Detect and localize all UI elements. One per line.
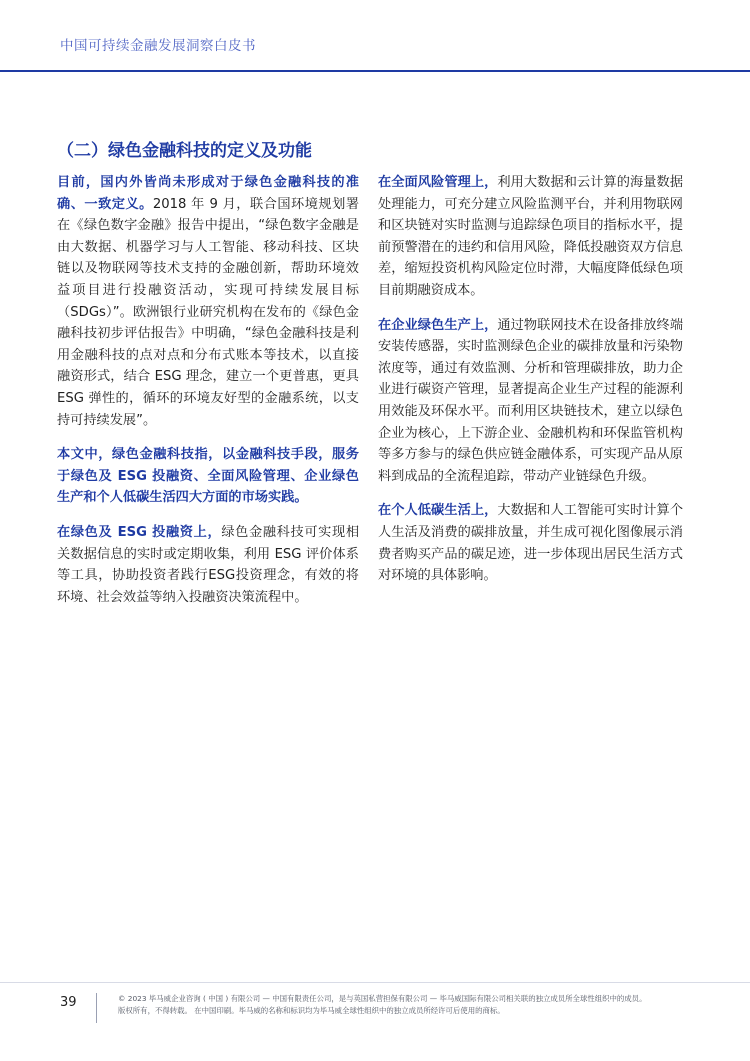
section-title: （二）绿色金融科技的定义及功能 bbox=[57, 141, 312, 161]
paragraph-lead: 目前，国内外皆尚未形成对于绿色金融科技的准确、一致定义。 bbox=[57, 175, 359, 212]
paragraph-body: 利用大数据和云计算的海量数据处理能力，可充分建立风险监测平台，并利用物联网和区块链对实时监测与追踪绿色项目的指标水平，提前预警潜在的违约和信用风险，降低投融资双方信息差，缩短投资机构风险定位时滞，大幅度降低绿色项目前期融资成本。 bbox=[378, 175, 684, 298]
paragraph-body: 大数据和人工智能可实时计算个人生活及消费的碳排放量，并生成可视化图像展示消费者购买产品的碳足迹，进一步体现出居民生活方式对环境的具体影响。 bbox=[378, 503, 684, 584]
paragraph-scope: 本文中，绿色金融科技指，以金融科技手段，服务于绿色及 ESG 投融资、全面风险管理、企业绿色生产和个人低碳生活四大方面的市场实践。 bbox=[57, 447, 359, 506]
paragraph-body: 通过物联网技术在设备排放终端安装传感器，实时监测绿色企业的碳排放量和污染物浓度等，通过有效监测、分析和管理碳排放，助力企业进行碳资产管理，显著提高企业生产过程的能源利用效能及环保水平。而利用区块链技术，建立以绿色企业为核心，上下游企业、金融机构和环保监管机构等多方参与的绿色供应链金融体系，可实现产品从原料到成品的全流程追踪，带动产业链绿色升级。 bbox=[378, 317, 684, 484]
paragraph-body: 2018 年 9 月，联合国环境规划署在《绿色数字金融》报告中提出，“绿色数字金融是由大数据、机器学习与人工智能、移动科技、区块链以及物联网等技术支持的金融创新，帮助环境效益项目进行投融资活动，实现可持续发展目标（SDGs）”。欧洲银行业研究机构在发布的《绿色金融科技初步评估报告》中明确，“绿色金融科技是利用金融科技的点对点和分布式账本等技术，以直接融资形式，结合 ESG 理念，建立一个更普惠，更具 ESG 弹性的，循环的环境友好型的金融系统，以支持可持续发展”。 bbox=[57, 196, 360, 428]
right-column bbox=[378, 172, 683, 600]
footer-copyright bbox=[118, 993, 703, 1017]
footer-line-1: © 2023 毕马威企业咨询 ( 中国 ) 有限公司 — 中国有限责任公司，是与英国私营担保有限公司 — 毕马威国际有限公司相关联的独立成员所全球性组织中的成员。 bbox=[118, 994, 647, 1003]
footer-line-2: 版权所有，不得转载。 在中国印刷。毕马威的名称和标识均为毕马威全球性组织中的独立成员所经许可后使用的商标。 bbox=[118, 1006, 505, 1015]
paragraph-body: 绿色金融科技可实现相关数据信息的实时或定期收集，利用 ESG 评价体系等工具，协助投资者践行ESG投资理念，有效的将环境、社会效益等纳入投融资决策流程中。 bbox=[57, 524, 360, 605]
header-divider bbox=[0, 70, 750, 72]
paragraph-lead: 在企业绿色生产上， bbox=[378, 317, 498, 333]
paragraph-green-production bbox=[378, 315, 683, 488]
page-number: 39 bbox=[60, 995, 77, 1010]
paragraph-lead: 在个人低碳生活上， bbox=[378, 503, 498, 519]
left-column bbox=[57, 172, 359, 621]
paragraph-lead: 在绿色及 ESG 投融资上， bbox=[57, 524, 222, 540]
paragraph-risk-management bbox=[378, 172, 683, 302]
footer-divider bbox=[96, 993, 97, 1023]
paragraph-esg-investment bbox=[57, 522, 359, 608]
paragraph-lead: 在全面风险管理上， bbox=[378, 175, 498, 190]
paragraph-definition bbox=[57, 172, 359, 431]
footer-rule bbox=[0, 982, 750, 983]
paragraph-low-carbon-life bbox=[378, 500, 683, 586]
header-title: 中国可持续金融发展洞察白皮书 bbox=[60, 38, 256, 54]
